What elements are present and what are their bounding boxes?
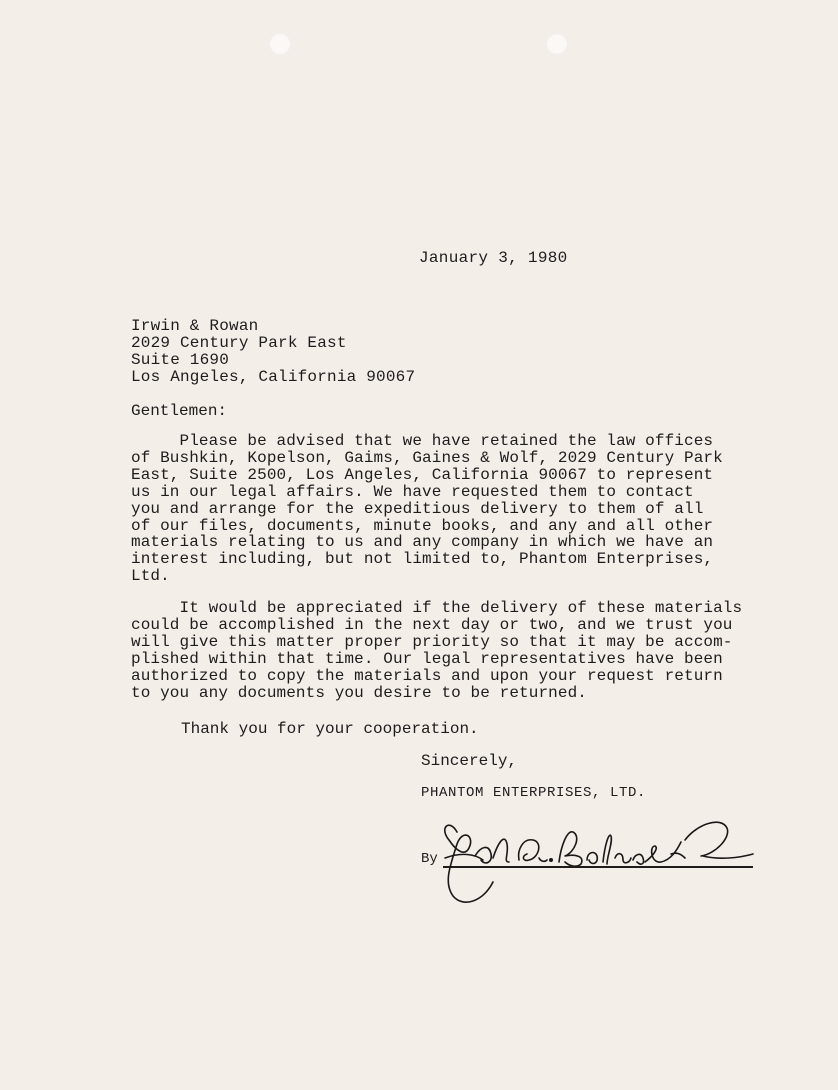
handwritten-signature — [435, 810, 765, 910]
recipient-line: Suite 1690 — [131, 351, 230, 369]
text-line: Please be advised that we have retained the law offices — [131, 432, 714, 450]
text-line: materials relating to us and any company in which we have an — [131, 533, 714, 552]
text-line: will give this matter proper priority so that it may be accom- — [131, 632, 733, 651]
letter-date: January 3, 1980 — [419, 249, 568, 267]
by-label: By — [421, 851, 438, 867]
salutation: Gentlemen: — [131, 402, 228, 420]
closing: Sincerely, — [421, 752, 518, 770]
text-line: authorized to copy the materials and upon your request return — [131, 666, 723, 685]
recipient-line: Irwin & Rowan — [131, 317, 259, 335]
text-line: It would be appreciated if the delivery of these materials — [131, 599, 743, 617]
text-line: East, Suite 2500, Los Angeles, California 90067 to represent — [131, 465, 714, 484]
company-name: PHANTOM ENTERPRISES, LTD. — [421, 785, 647, 801]
text-line: of our files, documents, minute books, and any and all other — [131, 516, 714, 535]
text-line: interest including, but not limited to, Phantom Enterprises, — [131, 550, 714, 569]
text-line: us in our legal affairs. We have requested them to contact — [131, 482, 694, 501]
recipient-address — [131, 318, 415, 386]
body-paragraph-2 — [131, 600, 742, 701]
text-line: of Bushkin, Kopelson, Gaims, Gaines & Wolf, 2029 Century Park — [131, 448, 723, 467]
punch-hole-left — [269, 33, 291, 55]
recipient-line: Los Angeles, California 90067 — [131, 368, 416, 386]
punch-hole-right — [546, 33, 568, 55]
body-paragraph-1 — [131, 433, 723, 585]
text-line: plished within that time. Our legal representatives have been — [131, 649, 723, 668]
text-line: Ltd. — [131, 567, 170, 586]
text-line: to you any documents you desire to be returned. — [131, 683, 587, 702]
text-line: you and arrange for the expeditious delivery to them of all — [131, 499, 704, 518]
thank-you-line: Thank you for your cooperation. — [181, 720, 479, 738]
recipient-line: 2029 Century Park East — [131, 334, 347, 352]
text-line: could be accomplished in the next day or two, and we trust you — [131, 615, 733, 634]
